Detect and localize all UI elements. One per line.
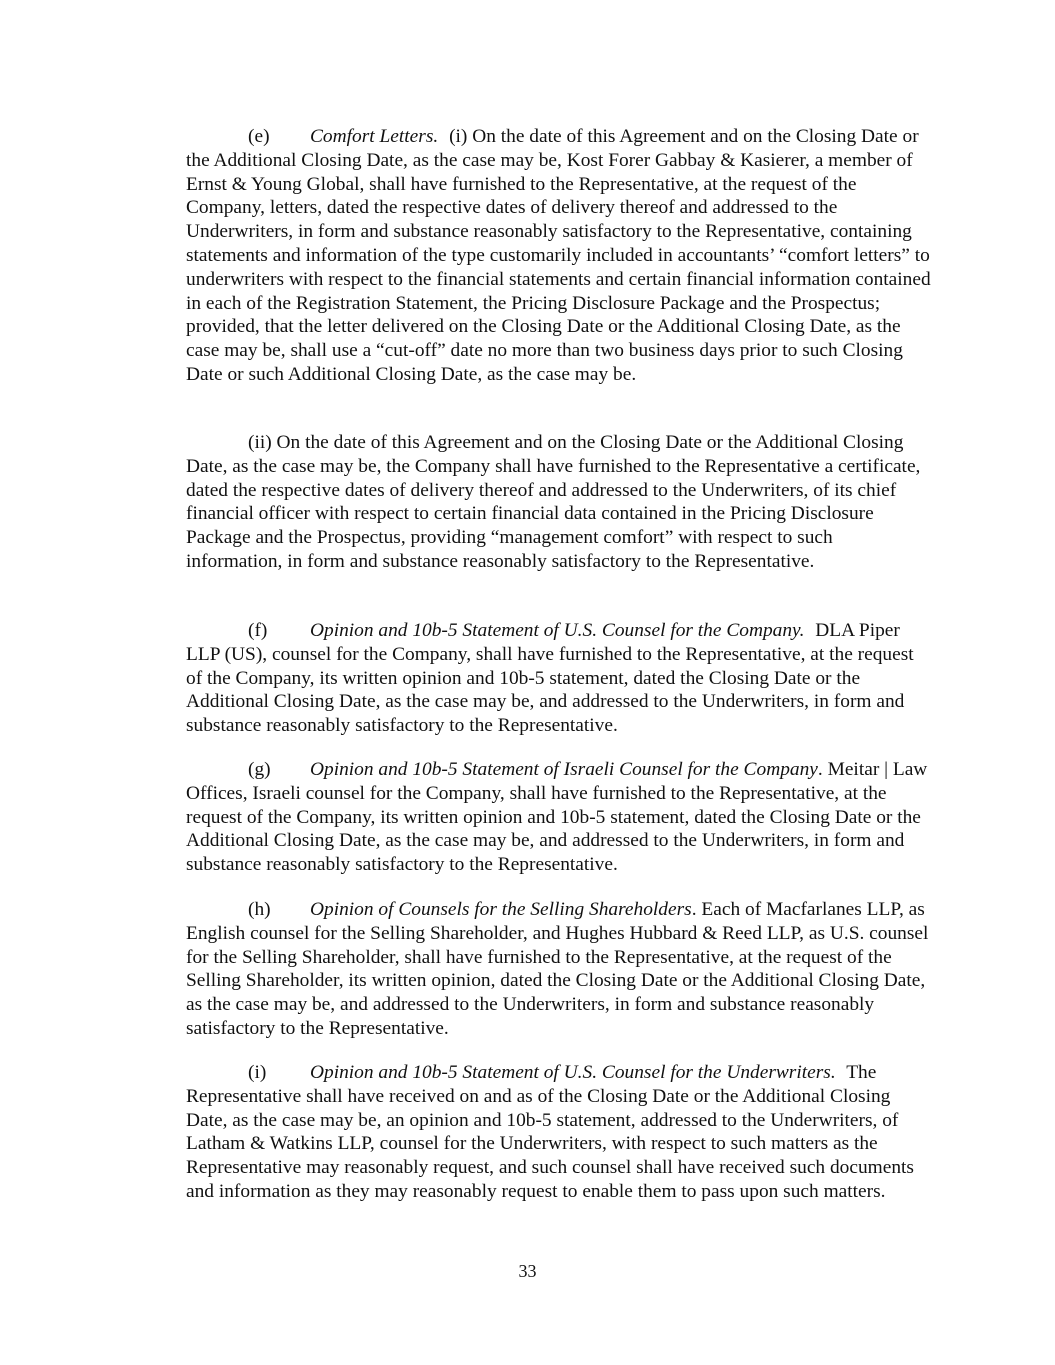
paragraph-i <box>186 1061 931 1204</box>
paragraph-heading: Opinion and 10b-5 Statement of U.S. Counsel for the Company. <box>310 620 805 641</box>
paragraph-body: DLA Piper LLP (US), counsel for the Company, shall have furnished to the Representative, at the request of the Company, its written opinion and 10b-5 statement, dated the Closing Date or the Additional Closing Date, as the case may be, and addressed to the Underwriters, in form and substance reasonably satisfactory to the Representative. <box>186 620 914 737</box>
paragraph-heading: Opinion of Counsels for the Selling Shareholders <box>310 899 692 920</box>
page-number: 33 <box>518 1261 537 1281</box>
paragraph-heading: Opinion and 10b-5 Statement of U.S. Counsel for the Underwriters. <box>310 1062 836 1083</box>
paragraph-e-ii <box>186 431 931 574</box>
paragraph-f <box>186 619 931 738</box>
paragraph-body: The Representative shall have received on and as of the Closing Date or the Additional Closing Date, as the case may be, an opinion and 10b-5 statement, addressed to the Underwriters, of Latham & Watkins LLP, counsel for the Underwriters, with respect to such matters as the Representative may reasonably request, and such counsel shall have received such documents and information as they may reasonably request to enable them to pass upon such matters. <box>186 1062 914 1202</box>
paragraph-body: . Each of Macfarlanes LLP, as English counsel for the Selling Shareholder, and Hughes Hubbard & Reed LLP, as U.S. counsel for the Selling Shareholder, shall have furnished to the Representative, at the request of the Selling Shareholder, its written opinion, dated the Closing Date or the Additional Closing Date, as the case may be, and addressed to the Underwriters, in form and substance reasonably satisfactory to the Representative. <box>186 899 929 1039</box>
paragraph-body: . Meitar | Law Offices, Israeli counsel for the Company, shall have furnished to the Representative, at the request of the Company, its written opinion and 10b-5 statement, dated the Closing Date or the Additional Closing Date, as the case may be, and addressed to the Underwriters, in form and substance reasonably satisfactory to the Representative. <box>186 759 928 876</box>
paragraph-body: (ii) On the date of this Agreement and on the Closing Date or the Additional Closing Date, as the case may be, the Company shall have furnished to the Representative a certificate, dated the respective dates of delivery thereof and addressed to the Underwriters, of its chief financial officer with respect to certain financial data contained in the Pricing Disclosure Package and the Prospectus, providing “management comfort” with respect to such information, in form and substance reasonably satisfactory to the Representative. <box>186 432 921 572</box>
paragraph-marker: (h) <box>248 899 271 920</box>
paragraph-marker: (f) <box>248 620 268 641</box>
paragraph-marker: (g) <box>248 759 271 780</box>
paragraph-marker: (i) <box>248 1062 267 1083</box>
paragraph-heading: Opinion and 10b-5 Statement of Israeli Counsel for the Company <box>310 759 818 780</box>
paragraph-h <box>186 898 931 1041</box>
paragraph-g <box>186 758 931 877</box>
paragraph-marker: (e) <box>248 126 270 147</box>
paragraph-heading: Comfort Letters. <box>310 126 439 147</box>
paragraph-e <box>186 125 931 387</box>
paragraph-body: (i) On the date of this Agreement and on the Closing Date or the Additional Closing Date, as the case may be, Kost Forer Gabbay & Kasierer, a member of Ernst & Young Global, shall have furnished to the Representative, at the request of the Company, letters, dated the respective dates of delivery thereof and addressed to the Underwriters, in form and substance reasonably satisfactory to the Representative, containing statements and information of the type customarily included in accountants’ “comfort letters” to underwriters with respect to the financial statements and certain financial information contained in each of the Registration Statement, the Pricing Disclosure Package and the Prospectus; provided, that the letter delivered on the Closing Date or the Additional Closing Date, as the case may be, shall use a “cut-off” date no more than two business days prior to such Closing Date or such Additional Closing Date, as the case may be. <box>186 126 931 385</box>
